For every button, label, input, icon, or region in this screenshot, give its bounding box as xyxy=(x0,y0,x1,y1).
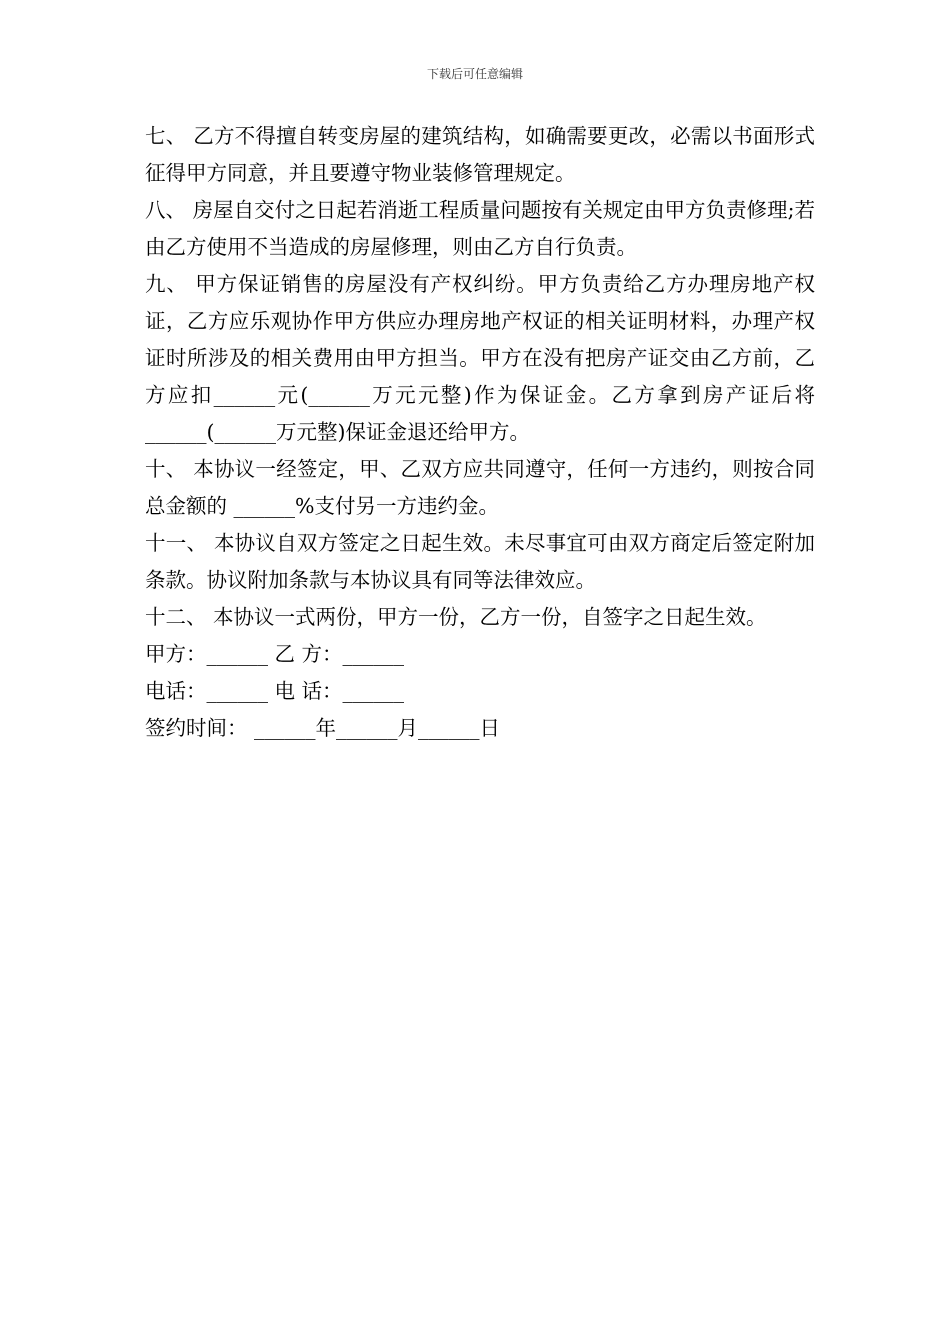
clause-9: 九、 甲方保证销售的房屋没有产权纠纷。甲方负责给乙方办理房地产权证，乙方应乐观协作甲方供应办理房地产权证的相关证明材料，办理产权证时所涉及的相关费用由甲方担当。甲方在没有把房产证交由乙方前，乙方应扣______元(______万元元整)作为保证金。乙方拿到房产证后将______(______万元整)保证金退还给甲方。 xyxy=(145,272,815,444)
signature-phone: 电话：______ 电 话：______ xyxy=(145,679,405,703)
clause-8: 八、 房屋自交付之日起若消逝工程质量问题按有关规定由甲方负责修理;若由乙方使用不当造成的房屋修理，则由乙方自行负责。 xyxy=(145,198,815,259)
clause-12: 十二、 本协议一式两份，甲方一份，乙方一份，自签字之日起生效。 xyxy=(145,605,767,629)
header-note: 下载后可任意编辑 xyxy=(426,67,523,81)
clause-11: 十一、 本协议自双方签定之日起生效。未尽事宜可由双方商定后签定附加条款。协议附加条款与本协议具有同等法律效应。 xyxy=(145,531,815,592)
clause-10: 十、 本协议一经签定，甲、乙双方应共同遵守，任何一方违约，则按合同总金额的 ______%支付另一方违约金。 xyxy=(145,457,815,518)
document-body xyxy=(145,118,815,747)
signature-date: 签约时间： ______年______月______日 xyxy=(145,716,501,740)
clause-7: 七、 乙方不得擅自转变房屋的建筑结构，如确需要更改，必需以书面形式征得甲方同意，并且要遵守物业装修管理规定。 xyxy=(145,124,815,185)
signature-parties: 甲方：______ 乙 方：______ xyxy=(145,642,405,666)
